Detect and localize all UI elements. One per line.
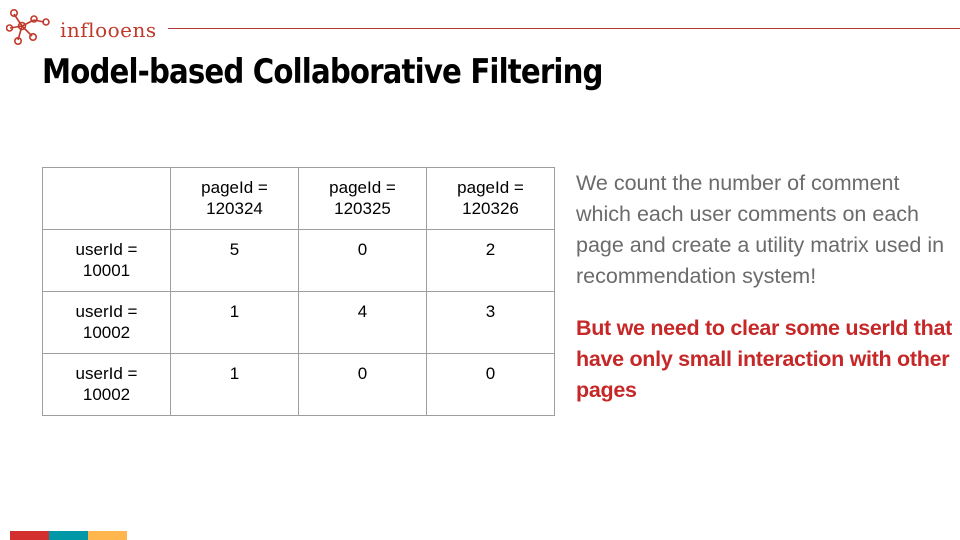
table-row: [43, 292, 555, 354]
table-cell: 5: [171, 230, 299, 292]
table-cell: 2: [427, 230, 555, 292]
brand-name: inflooens: [60, 18, 157, 42]
row-header-cell: userId = 10002: [43, 292, 171, 354]
slide-title: Model-based Collaborative Filtering: [42, 52, 603, 92]
table-corner-cell: [43, 168, 171, 230]
table-header-cell: pageId = 120324: [171, 168, 299, 230]
table-row: [43, 354, 555, 416]
row-header-cell: userId = 10002: [43, 354, 171, 416]
table-cell: 0: [299, 354, 427, 416]
warning-text: But we need to clear some userId that have only small interaction with other pages: [576, 316, 952, 402]
footer-color-stripes: [10, 531, 127, 540]
table-header-cell: pageId = 120326: [427, 168, 555, 230]
description-text: We count the number of comment which each user comments on each page and create a utility matrix used in recommendation system!: [576, 171, 945, 288]
footer-stripe-red: [10, 531, 49, 540]
table-cell: 0: [427, 354, 555, 416]
table-cell: 4: [299, 292, 427, 354]
brand-logo: [6, 6, 166, 50]
table-row: [43, 230, 555, 292]
table-header-row: [43, 168, 555, 230]
footer-stripe-teal: [49, 531, 88, 540]
table-header-cell: pageId = 120325: [299, 168, 427, 230]
table-cell: 3: [427, 292, 555, 354]
table-cell: 1: [171, 354, 299, 416]
table-cell: 1: [171, 292, 299, 354]
table-cell: 0: [299, 230, 427, 292]
utility-matrix-table: [42, 167, 555, 416]
footer-stripe-orange: [88, 531, 127, 540]
header-divider: [168, 28, 960, 29]
molecule-icon: [6, 6, 54, 50]
row-header-cell: userId = 10001: [43, 230, 171, 292]
